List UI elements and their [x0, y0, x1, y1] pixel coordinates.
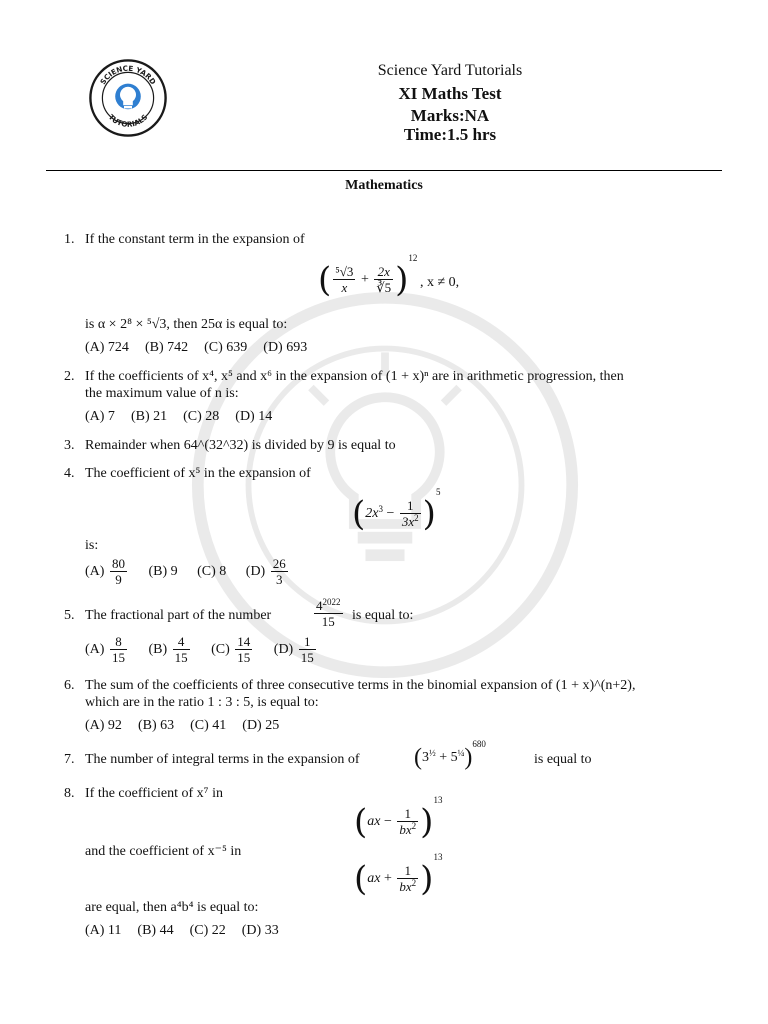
- question-text: is equal to:: [352, 608, 414, 623]
- question-text: The coefficient of x⁵ in the expansion of: [85, 466, 311, 481]
- options-row: [85, 718, 295, 734]
- institute-name: Science Yard Tutorials: [377, 62, 523, 79]
- question-number: 3.: [64, 438, 75, 453]
- svg-text:TUTORIALS: TUTORIALS: [106, 112, 150, 129]
- question-number: 7.: [64, 752, 75, 767]
- option-d[interactable]: (D) 25: [242, 718, 280, 733]
- marks-label: Marks:NA: [410, 106, 490, 125]
- option-a[interactable]: (A) $\frac{8}{15}$: [85, 634, 125, 665]
- option-d[interactable]: (D) 33: [241, 923, 279, 938]
- question-text: which are in the ratio 1 : 3 : 5, is equal to:: [85, 695, 319, 710]
- question-text: The number of integral terms in the expansion of: [85, 752, 360, 767]
- option-a[interactable]: (A) 92: [85, 718, 122, 733]
- options-row: [85, 340, 323, 356]
- option-a[interactable]: (A) 724: [85, 340, 129, 355]
- question-number: 5.: [64, 608, 75, 623]
- question-text: If the coefficients of x⁴, x⁵ and x⁶ in the expansion of (1 + x)ⁿ are in arithmetic progression, then: [85, 369, 624, 384]
- option-a[interactable]: (A) 7: [85, 409, 115, 424]
- question-text: is equal to: [534, 752, 592, 767]
- option-b[interactable]: (B) 21: [130, 409, 168, 424]
- option-c[interactable]: (C) 8: [197, 563, 227, 579]
- question-text: and the coefficient of x⁻⁵ in: [85, 844, 242, 859]
- science-yard-logo-icon: [88, 58, 168, 138]
- option-c[interactable]: (C) 41: [190, 718, 227, 733]
- question-text: the maximum value of n is:: [85, 386, 239, 401]
- options-row: [85, 409, 288, 425]
- option-a[interactable]: (A) $\frac{80}{9}$: [85, 556, 125, 587]
- question-text: The sum of the coefficients of three consecutive terms in the binomial expansion of (1 + x)^(n+2),: [85, 678, 636, 693]
- question-text: is α × 2⁸ × ⁵√3, then 25α is equal to:: [85, 317, 288, 332]
- question-text: Remainder when 64^(32^32) is divided by 9 is equal to: [85, 438, 396, 453]
- question-expression: ($2x^3$ − $\frac{1}{3x^2}$ )$^5$: [352, 487, 441, 534]
- option-b[interactable]: (B) 63: [137, 718, 175, 733]
- options-row: [85, 923, 295, 939]
- option-d[interactable]: (D) 14: [235, 409, 273, 424]
- option-c[interactable]: (C) 22: [189, 923, 226, 938]
- question-expression: $(3^{\frac{1}{2}} + 5^{\frac{1}{4}})^{680}$: [414, 739, 486, 771]
- question-number: 1.: [64, 232, 75, 247]
- question-number: 6.: [64, 678, 75, 693]
- test-title: XI Maths Test: [398, 84, 502, 103]
- svg-text:SCIENCE YARD: SCIENCE YARD: [98, 63, 158, 87]
- question-text: are equal, then a⁴b⁴ is equal to:: [85, 900, 259, 915]
- option-b[interactable]: (B) $\frac{4}{15}$: [148, 634, 188, 665]
- question-text: If the coefficient of x⁷ in: [85, 786, 223, 801]
- time-label: Time:1.5 hrs: [403, 125, 497, 144]
- question-expression: $\frac{4^{2022}}{15}$: [316, 597, 341, 629]
- question-text: is:: [85, 538, 99, 553]
- question-expression: (ax − $\frac{1}{bx^2}$ )$^{13}$: [354, 795, 443, 842]
- subject-title: Mathematics: [345, 178, 423, 193]
- question-text: If the constant term in the expansion of: [85, 232, 305, 247]
- option-c[interactable]: (C) $\frac{14}{15}$: [211, 634, 251, 665]
- question-condition: , x ≠ 0,: [420, 275, 460, 290]
- option-b[interactable]: (B) 44: [137, 923, 174, 938]
- question-expression: (ax + $\frac{1}{bx^2}$ )$^{13}$: [354, 852, 443, 899]
- question-number: 8.: [64, 786, 75, 801]
- option-d[interactable]: (D) $\frac{1}{15}$: [273, 634, 314, 665]
- question-text: The fractional part of the number: [85, 608, 272, 623]
- option-d[interactable]: (D) $\frac{26}{3}$: [245, 556, 286, 587]
- question-number: 2.: [64, 369, 75, 384]
- option-c[interactable]: (C) 639: [204, 340, 248, 355]
- header-divider: [46, 170, 722, 171]
- option-d[interactable]: (D) 693: [263, 340, 308, 355]
- option-a[interactable]: (A) 11: [85, 923, 122, 938]
- options-row: [85, 634, 334, 665]
- option-b[interactable]: (B) 9: [148, 563, 178, 579]
- question-number: 4.: [64, 466, 75, 481]
- option-c[interactable]: (C) 28: [183, 409, 220, 424]
- options-row: [85, 556, 306, 587]
- option-b[interactable]: (B) 742: [144, 340, 189, 355]
- question-expression: ( $\frac{\text{⁵√3}}{x}$ + $\frac{2x}{∛5}$ )$^{12}$: [318, 253, 418, 300]
